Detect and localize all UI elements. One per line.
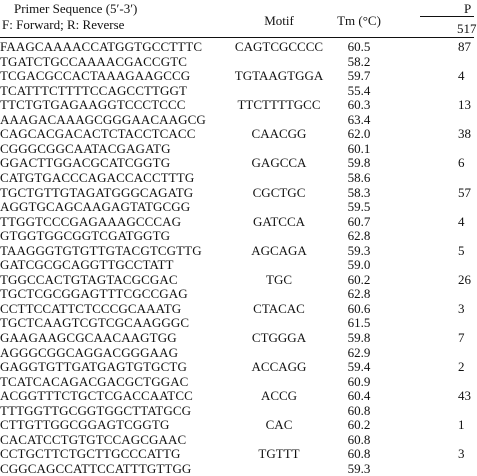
right-column-cell: 26: [458, 271, 471, 287]
tm-cell: 58.3: [347, 184, 371, 200]
motif-cell: AGCAGA: [251, 242, 307, 258]
primer-sequence-cell: GATCGCGCAGGTTGCCTATT: [0, 257, 174, 273]
tm-cell: 60.1: [347, 140, 371, 156]
tm-cell: 60.6: [347, 300, 371, 316]
tm-cell: 59.4: [347, 359, 371, 375]
motif-cell: CTGGGA: [251, 330, 307, 345]
motif-cell: CAGTCGCCCC: [234, 39, 324, 54]
primer-sequence-cell: TGGCCACTGTAGTACGCGAC: [0, 271, 178, 287]
tm-cell: 62.0: [347, 126, 371, 142]
tm-cell: 59.8: [347, 155, 371, 171]
header-right-subcolumn: 517: [457, 21, 477, 36]
primer-sequence-cell: GAAGAAGCGCAACAAGTGG: [0, 330, 177, 345]
header-bottom-rule: [0, 37, 474, 38]
motif-cell: TTCTTTTGCC: [237, 97, 321, 113]
right-column-cell: 3: [458, 300, 465, 316]
motif-cell: TGC: [266, 271, 292, 287]
right-column-cell: 6: [458, 155, 465, 171]
primer-sequence-cell: CATGTGACCCAGACCACCTTTG: [0, 170, 195, 185]
right-column-cell: 87: [458, 39, 471, 54]
motif-cell: TGTAAGTGGA: [234, 68, 324, 84]
primer-sequence-cell: TCGACGCCACTAAAGAAGCCG: [0, 68, 191, 84]
right-column-cell: 4: [458, 213, 465, 229]
tm-cell: 60.8: [347, 446, 371, 462]
header-primer-legend: F: Forward; R: Reverse: [2, 17, 125, 32]
tm-cell: 60.9: [347, 373, 371, 389]
primer-sequence-cell: TTTGGTTGCGGTGGCTTATGCG: [0, 402, 192, 418]
tm-cell: 59.5: [347, 199, 371, 215]
right-column-cell: 43: [458, 388, 471, 404]
motif-cell: CTACAC: [253, 300, 305, 316]
motif-cell: ACCG: [260, 388, 298, 404]
header-primer-sequence: Primer Sequence (5′-3′): [14, 1, 138, 16]
right-column-cell: 3: [458, 446, 465, 462]
primer-sequence-cell: CCTGCTTCTGCTTGCCCATTG: [0, 446, 181, 462]
primer-sequence-cell: CTTGTTGGCGGAGTCGGTG: [0, 417, 170, 433]
right-column-cell: 7: [458, 330, 465, 345]
header-motif: Motif: [264, 13, 294, 28]
primer-sequence-cell: FAAGCAAAACCATGGTGCCTTTC: [0, 39, 203, 54]
right-column-cell: 2: [458, 359, 465, 375]
header-tm: Tm (°C): [337, 13, 381, 28]
right-column-cell: 57: [458, 184, 471, 200]
primer-sequence-cell: TAAGGGTGTGTTGTACGTCGTTG: [0, 242, 202, 258]
right-column-cell: 38: [458, 126, 471, 142]
primer-sequence-cell: CCTTCCATTCTCCCGCAAATG: [0, 300, 182, 316]
tm-cell: 60.4: [347, 388, 371, 404]
primer-sequence-cell: AAAGACAAAGCGGGAACAAGCG: [0, 111, 206, 127]
motif-cell: CAACGG: [251, 126, 307, 142]
motif-cell: CAC: [265, 417, 293, 433]
tm-cell: 59.8: [347, 330, 371, 345]
right-column-cell: 4: [458, 68, 465, 84]
primer-sequence-cell: AGGTGCAGCAAGAGTATGCGG: [0, 199, 191, 215]
primer-sequence-cell: TGCTGTTGTAGATGGGCAGATG: [0, 184, 194, 200]
primer-sequence-cell: TTGGTCCCGAGAAAGCCCAG: [0, 213, 182, 229]
tm-cell: 62.8: [347, 286, 371, 302]
primer-sequence-cell: TCATTTCTTTTCCAGCCTTGGT: [0, 82, 188, 98]
tm-cell: 59.3: [347, 461, 371, 476]
primer-sequence-cell: AGGGCGGCAGGACGGGAAG: [0, 344, 179, 360]
primer-sequence-cell: CGGGCGGCAATACGAGATG: [0, 140, 171, 156]
primer-sequence-cell: CAGCACGACACTCTACCTCACC: [0, 126, 196, 142]
motif-cell: CGCTGC: [252, 184, 306, 200]
tm-cell: 62.9: [347, 344, 371, 360]
motif-cell: GAGCCA: [251, 155, 307, 171]
primer-sequence-cell: CACATCCTGTGTCCAGCGAAC: [0, 431, 187, 447]
primer-sequence-cell: TGCTCAAGTCGTCGCAAGGGC: [0, 315, 190, 331]
primer-sequence-cell: TGATCTGCCAAAACGACCGTC: [0, 53, 188, 69]
primer-sequence-cell: CGGCAGCCATTCCATTTGTTGG: [0, 461, 192, 476]
motif-cell: TGTTT: [258, 446, 300, 462]
primer-sequence-cell: GGACTTGGACGCATCGGTG: [0, 155, 171, 171]
primer-sequence-cell: TTCTGTGAGAAGGTCCCTCCC: [0, 97, 186, 113]
tm-cell: 60.8: [347, 431, 371, 447]
tm-cell: 61.5: [347, 315, 371, 331]
tm-cell: 60.7: [347, 213, 371, 229]
tm-cell: 58.6: [347, 170, 371, 185]
header-partial-rule: [420, 16, 474, 17]
primer-sequence-cell: TGCTCGCGGAGTTTCGCCGAG: [0, 286, 188, 302]
tm-cell: 60.3: [347, 97, 371, 113]
tm-cell: 63.4: [347, 111, 371, 127]
right-column-cell: 13: [458, 97, 471, 113]
right-column-cell: 5: [458, 242, 465, 258]
tm-cell: 58.2: [347, 53, 371, 69]
motif-cell: ACCAGG: [251, 359, 307, 375]
tm-cell: 59.7: [347, 68, 371, 84]
primer-sequence-cell: TCATCACAGACGACGCTGGAC: [0, 373, 189, 389]
tm-cell: 60.2: [347, 417, 371, 433]
right-column-cell: 1: [458, 417, 465, 433]
header-right-column: P: [464, 1, 472, 16]
tm-cell: 59.3: [347, 242, 371, 258]
primer-sequence-cell: GAGGTGTTGATGAGTGTGCTG: [0, 359, 187, 375]
tm-cell: 55.4: [347, 82, 371, 98]
motif-cell: GATCCA: [252, 213, 306, 229]
primer-sequence-cell: GTGGTGGCGGTCGATGGTG: [0, 228, 171, 244]
tm-cell: 59.0: [347, 257, 371, 273]
tm-cell: 60.2: [347, 271, 371, 287]
tm-cell: 62.8: [347, 228, 371, 244]
tm-cell: 60.5: [347, 39, 371, 54]
tm-cell: 60.8: [347, 402, 371, 418]
primer-sequence-cell: ACGGTTTCTGCTCGACCAATCC: [0, 388, 193, 404]
